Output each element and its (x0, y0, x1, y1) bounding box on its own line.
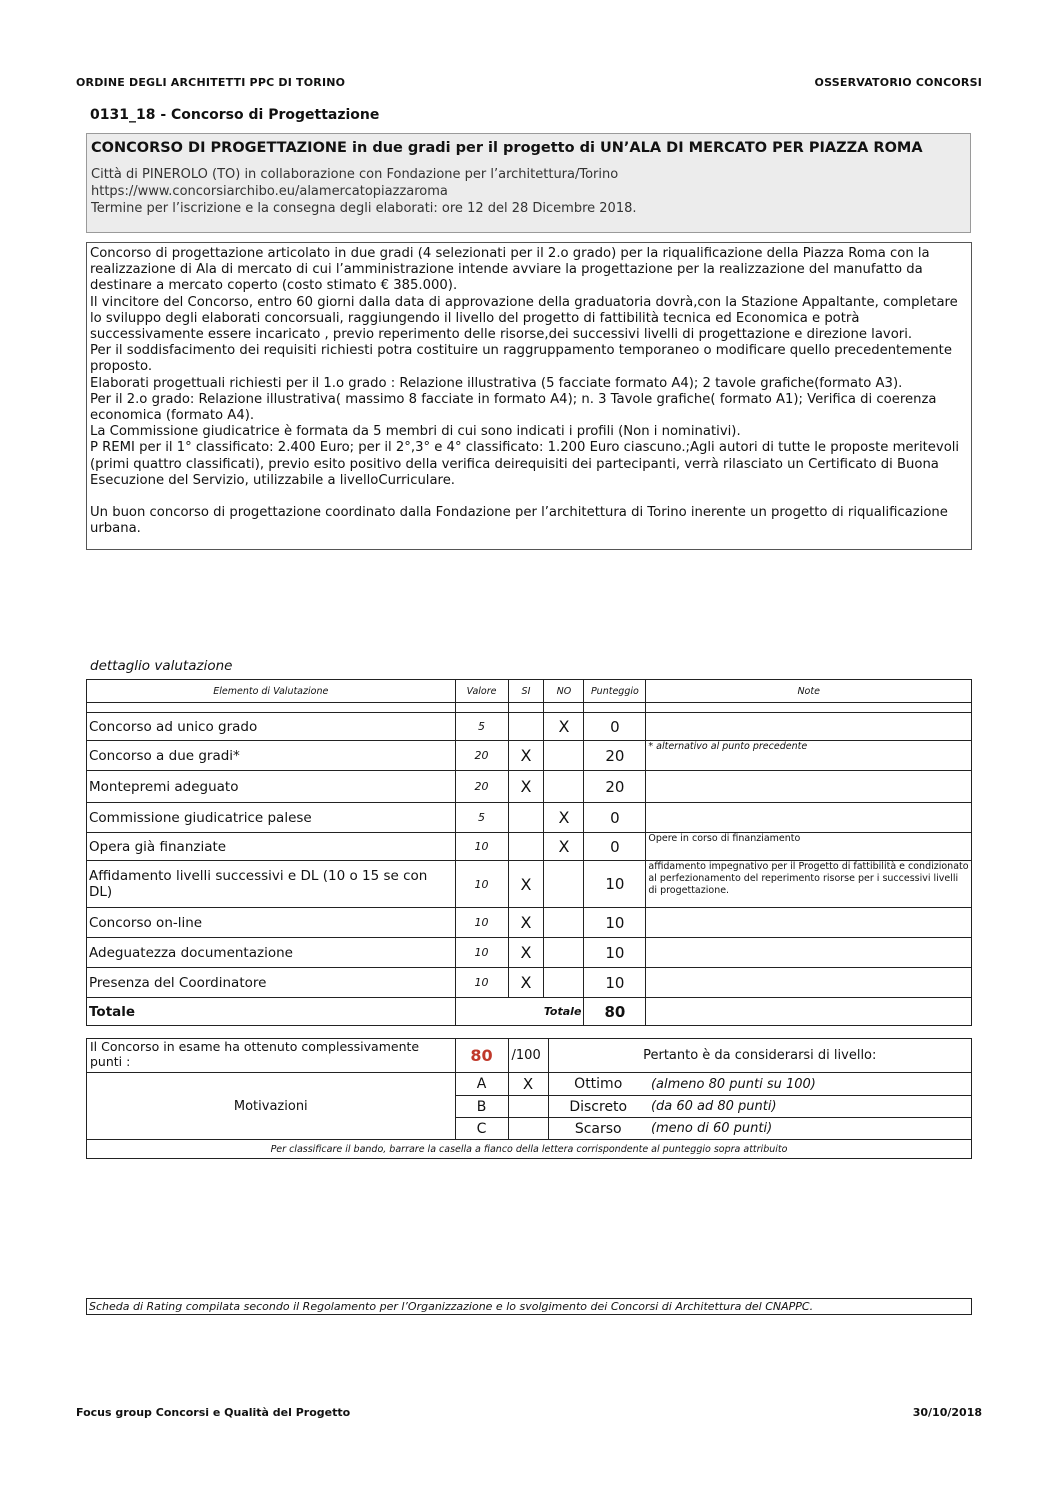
header-organization: ORDINE DEGLI ARCHITETTI PPC DI TORINO (76, 76, 346, 89)
level-table (86, 1038, 972, 1159)
row-elemento: Opera già finanziate (87, 833, 456, 861)
total-note (646, 998, 972, 1026)
row-valore: 10 (455, 833, 508, 861)
row-si (508, 833, 544, 861)
row-punteggio: 0 (584, 833, 646, 861)
row-si: X (508, 861, 544, 908)
row-elemento: Concorso a due gradi* (87, 741, 456, 771)
footer-date: 30/10/2018 (912, 1406, 982, 1419)
row-note (646, 938, 972, 968)
row-punteggio: 10 (584, 938, 646, 968)
description-paragraph: La Commissione giudicatrice è formata da 5 membri di cui sono indicati i profili (Non i nominativi). (90, 424, 741, 440)
level-letter: A (455, 1073, 508, 1096)
description-paragraph: P REMI per il 1° classificato: 2.400 Euro; per il 2°,3° e 4° classificato: 1.200 Euro ciascuno.;Agli autori di tutte le proposte meritevoli (primi quattro classificati), previo esito positivo della verifica deirequisiti dei partecipanti, verrà rilasciato un Certificato di Buona Esecuzione del Servizio, utilizzabile a livelloCurriculare. (90, 440, 960, 488)
row-no: X (544, 803, 584, 833)
level-range: (almeno 80 punti su 100) (648, 1073, 972, 1096)
row-no (544, 771, 584, 803)
row-si: X (508, 968, 544, 998)
row-punteggio: 10 (584, 968, 646, 998)
row-valore: 5 (455, 803, 508, 833)
row-punteggio: 10 (584, 908, 646, 938)
row-elemento: Concorso ad unico grado (87, 713, 456, 741)
row-note (646, 771, 972, 803)
description-paragraph: Elaborati progettuali richiesti per il 1.o grado : Relazione illustrativa (5 facciate formato A4); 2 tavole grafiche(formato A3). (90, 375, 903, 391)
row-note (646, 713, 972, 741)
header-no: NO (544, 680, 584, 703)
row-elemento: Adeguatezza documentazione (87, 938, 456, 968)
evaluation-header-row (87, 680, 972, 703)
level-range: (da 60 ad 80 punti) (648, 1096, 972, 1118)
info-url: https://www.concorsiarchibo.eu/alamercatopiazzaroma (91, 184, 448, 199)
spacer-row (87, 703, 972, 713)
level-letter: B (455, 1096, 508, 1118)
footnote-row (87, 1140, 972, 1159)
header-si: SI (508, 680, 544, 703)
row-valore: 20 (455, 771, 508, 803)
row-elemento: Commissione giudicatrice palese (87, 803, 456, 833)
row-note: affidamento impegnativo per il Progetto di fattibilità e condizionato al perfezionamento del reperimento risorse per i successivi livelli di progettazione. (646, 861, 972, 908)
level-mark: X (508, 1073, 548, 1096)
row-no: X (544, 713, 584, 741)
header-observatory: OSSERVATORIO CONCORSI (814, 76, 982, 89)
total-label-right: Totale (455, 998, 584, 1026)
table-row (87, 713, 972, 741)
level-letter: C (455, 1118, 508, 1140)
table-row (87, 803, 972, 833)
row-no (544, 908, 584, 938)
row-punteggio: 20 (584, 771, 646, 803)
row-punteggio: 10 (584, 861, 646, 908)
rating-note: Scheda di Rating compilata secondo il Regolamento per l’Organizzazione e lo svolgimento dei Concorsi di Architettura del CNAPPC. (86, 1298, 972, 1315)
row-note (646, 803, 972, 833)
score-intro: Il Concorso in esame ha ottenuto complessivamente punti : (87, 1039, 456, 1073)
evaluation-detail-label: dettaglio valutazione (90, 658, 233, 674)
competition-title: CONCORSO DI PROGETTAZIONE in due gradi per il progetto di UN’ALA DI MERCATO PER PIAZZA ROMA (91, 140, 923, 156)
row-valore: 10 (455, 938, 508, 968)
header-valore: Valore (455, 680, 508, 703)
header-note: Note (646, 680, 972, 703)
row-valore: 20 (455, 741, 508, 771)
row-note (646, 968, 972, 998)
row-valore: 10 (455, 908, 508, 938)
header-elemento: Elemento di Valutazione (87, 680, 456, 703)
level-mark (508, 1118, 548, 1140)
row-no (544, 938, 584, 968)
row-note: * alternativo al punto precedente (646, 741, 972, 771)
competition-info-box (86, 133, 971, 233)
row-no (544, 741, 584, 771)
score-out-of: /100 (508, 1039, 548, 1073)
description-paragraph: Per il 2.o grado: Relazione illustrativa( massimo 8 facciate in formato A4); n. 3 Tavole grafiche( formato A1); Verifica di coerenza economica (formato A4). (90, 391, 937, 424)
level-range: (meno di 60 punti) (648, 1118, 972, 1140)
score-value: 80 (455, 1039, 508, 1073)
level-row-a (87, 1073, 972, 1096)
row-no (544, 968, 584, 998)
total-row (87, 998, 972, 1026)
row-punteggio: 20 (584, 741, 646, 771)
description-paragraph: Il vincitore del Concorso, entro 60 giorni dalla data di approvazione della graduatoria dovrà,con la Stazione Appaltante, completare lo sviluppo degli elaborati concorsuali, raggiungendo il livello del progetto di fattibilità tecnica ed Economica e potrà successivamente essere incaricato , previo reperimento delle risorse,dei successivi livelli di progettazione e direzione lavori. (90, 294, 958, 343)
row-si: X (508, 771, 544, 803)
row-elemento: Presenza del Coordinatore (87, 968, 456, 998)
description-paragraph: Per il soddisfacimento dei requisiti richiesti potra costituire un raggruppamento temporaneo o modificare quello precedentemente proposto. (90, 343, 952, 375)
document-code-title: 0131_18 - Concorso di Progettazione (90, 107, 380, 123)
level-name: Discreto (548, 1096, 648, 1118)
table-row (87, 771, 972, 803)
motivazioni-label: Motivazioni (87, 1073, 456, 1140)
row-punteggio: 0 (584, 803, 646, 833)
table-row (87, 938, 972, 968)
info-deadline: Termine per l’iscrizione e la consegna degli elaborati: ore 12 del 28 Dicembre 2018. (91, 201, 637, 216)
description-box (86, 242, 972, 550)
row-no (544, 861, 584, 908)
row-si (508, 803, 544, 833)
table-row (87, 833, 972, 861)
header-punteggio: Punteggio (584, 680, 646, 703)
table-row (87, 908, 972, 938)
table-row (87, 968, 972, 998)
score-row (87, 1039, 972, 1073)
row-elemento: Concorso on-line (87, 908, 456, 938)
table-row (87, 861, 972, 908)
level-mark (508, 1096, 548, 1118)
evaluation-table (86, 679, 972, 1026)
row-elemento: Montepremi adeguato (87, 771, 456, 803)
row-no: X (544, 833, 584, 861)
level-name: Scarso (548, 1118, 648, 1140)
row-si (508, 713, 544, 741)
level-intro: Pertanto è da considerarsi di livello: (548, 1039, 972, 1073)
row-si: X (508, 908, 544, 938)
row-valore: 10 (455, 861, 508, 908)
footer-focus-group: Focus group Concorsi e Qualità del Progetto (76, 1406, 351, 1419)
level-name: Ottimo (548, 1073, 648, 1096)
row-si: X (508, 938, 544, 968)
row-note: Opere in corso di finanziamento (646, 833, 972, 861)
row-valore: 5 (455, 713, 508, 741)
info-organizer: Città di PINEROLO (TO) in collaborazione con Fondazione per l’architettura/Torino (91, 167, 619, 182)
classification-footnote: Per classificare il bando, barrare la casella a fianco della lettera corrispondente al punteggio sopra attribuito (87, 1140, 972, 1159)
table-row (87, 741, 972, 771)
row-note (646, 908, 972, 938)
description-paragraph: Un buon concorso di progettazione coordinato dalla Fondazione per l’architettura di Torino inerente un progetto di riqualificazione urbana. (90, 505, 948, 537)
row-punteggio: 0 (584, 713, 646, 741)
row-elemento: Affidamento livelli successivi e DL (10 o 15 se con DL) (87, 861, 456, 908)
row-si: X (508, 741, 544, 771)
row-valore: 10 (455, 968, 508, 998)
total-label: Totale (87, 998, 456, 1026)
description-paragraph: Concorso di progettazione articolato in due gradi (4 selezionati per il 2.o grado) per la riqualificazione della Piazza Roma con la realizzazione di Ala di mercato di cui l’amministrazione intende avviare la progettazione per la realizzazione del manufatto da destinare a mercato coperto (costo stimato € 385.000). (90, 246, 930, 294)
total-value: 80 (584, 998, 646, 1026)
